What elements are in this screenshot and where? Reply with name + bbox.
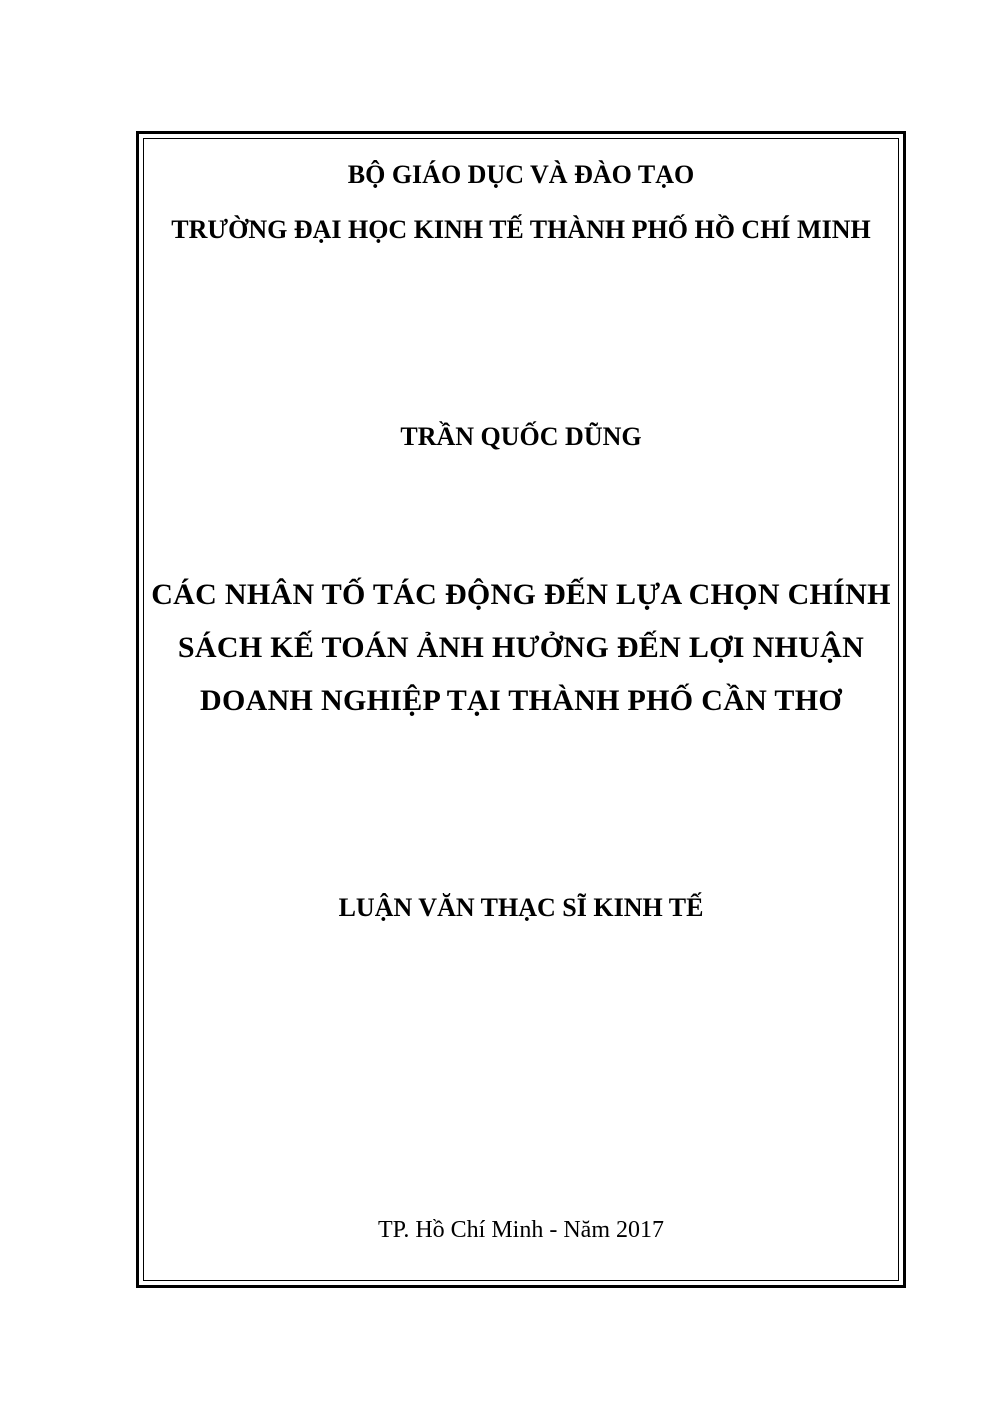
thesis-title-line-1: CÁC NHÂN TỐ TÁC ĐỘNG ĐẾN LỰA CHỌN CHÍNH bbox=[151, 578, 891, 611]
degree-type: LUẬN VĂN THẠC SĨ KINH TẾ bbox=[338, 893, 704, 922]
ministry-name: BỘ GIÁO DỤC VÀ ĐÀO TẠO bbox=[347, 160, 695, 189]
thesis-title-line-3: DOANH NGHIỆP TẠI THÀNH PHỐ CẦN THƠ bbox=[200, 684, 842, 717]
university-name: TRƯỜNG ĐẠI HỌC KINH TẾ THÀNH PHỐ HỒ CHÍ MINH bbox=[171, 215, 871, 244]
author-name: TRẦN QUỐC DŨNG bbox=[400, 422, 642, 451]
thesis-title-line-2: SÁCH KẾ TOÁN ẢNH HƯỞNG ĐẾN LỢI NHUẬN bbox=[177, 631, 865, 664]
cover-inner-border bbox=[143, 138, 899, 1281]
place-and-year: TP. Hồ Chí Minh - Năm 2017 bbox=[377, 1217, 664, 1243]
cover-border bbox=[136, 131, 906, 1288]
thesis-title bbox=[144, 568, 898, 727]
